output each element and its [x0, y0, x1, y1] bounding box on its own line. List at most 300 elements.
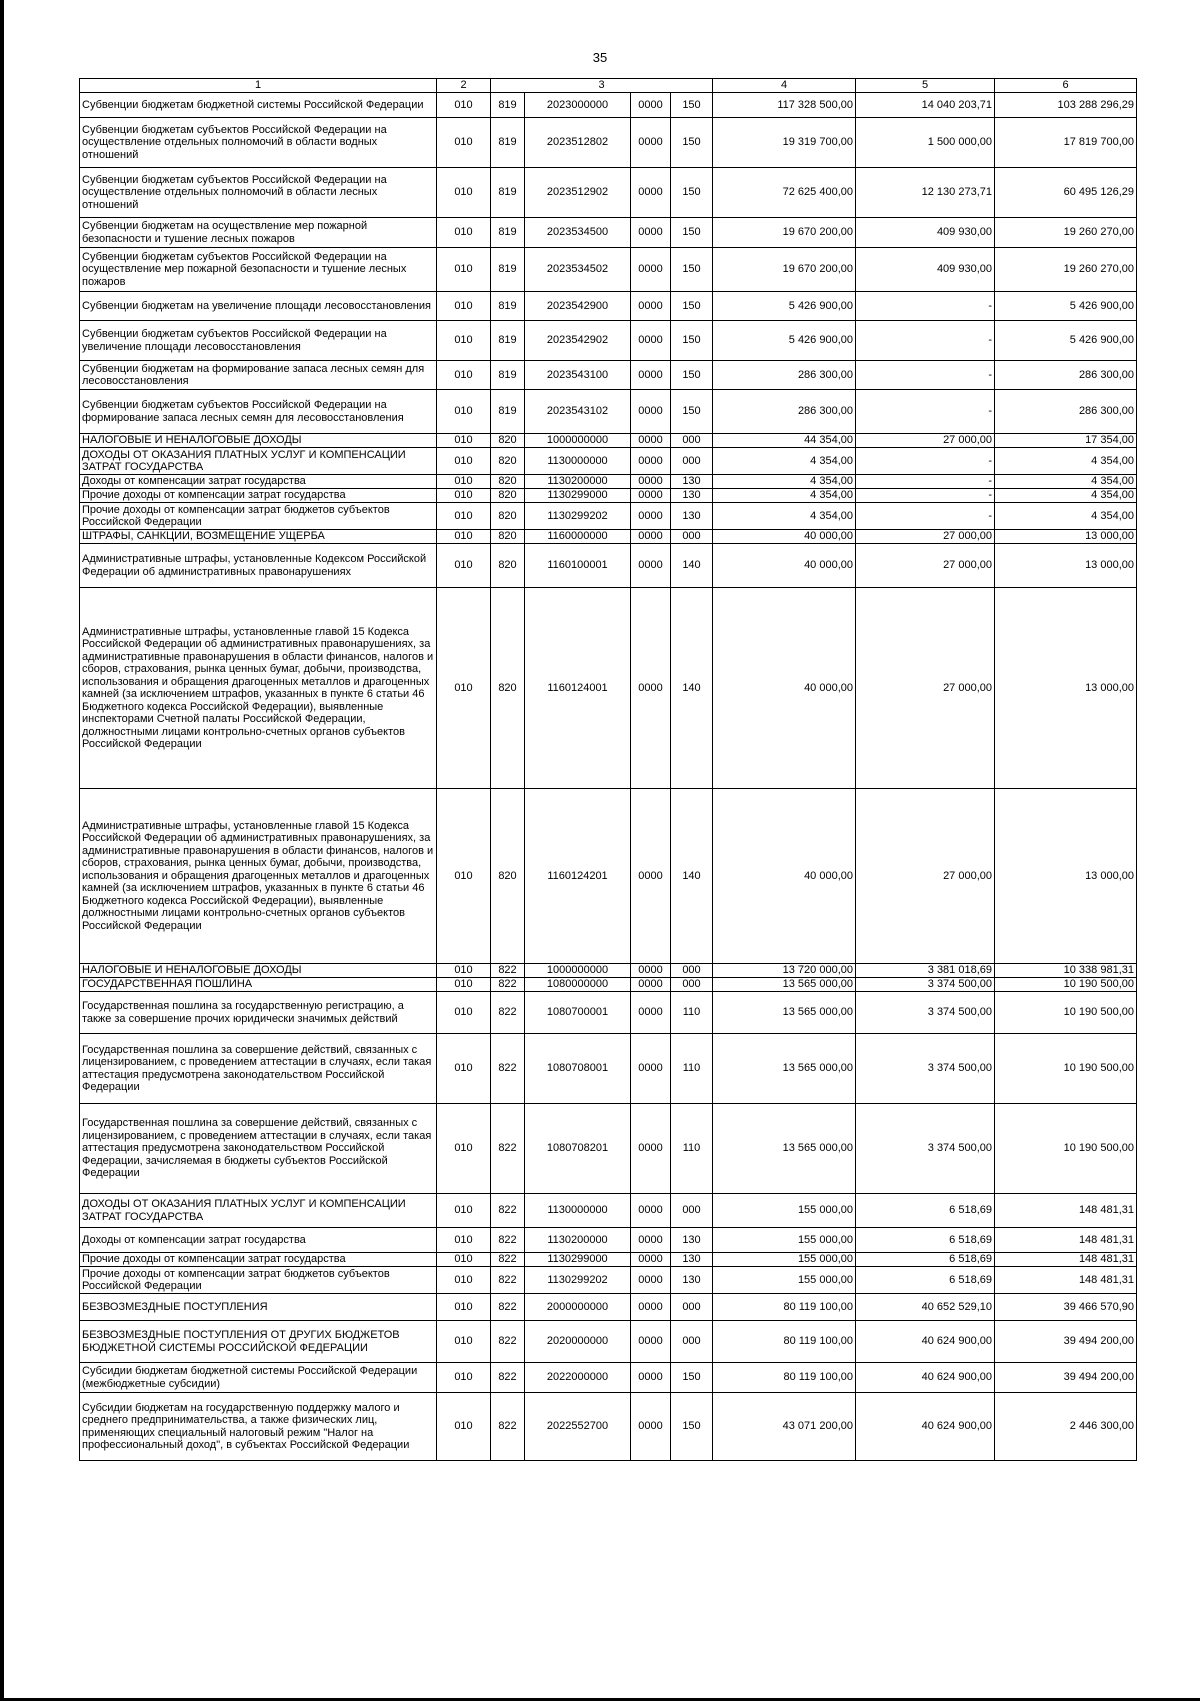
- amount-remaining: 10 190 500,00: [995, 1034, 1137, 1104]
- code-c2: 010: [437, 93, 491, 118]
- code-admin: 819: [491, 218, 525, 248]
- amount-remaining: 148 481,31: [995, 1194, 1137, 1228]
- code-kosgu: 000: [671, 1321, 713, 1363]
- code-kosgu: 150: [671, 93, 713, 118]
- table-row: [80, 248, 1137, 292]
- amount-executed: 40 624 900,00: [856, 1321, 995, 1363]
- code-admin: 822: [491, 1194, 525, 1228]
- code-admin: 820: [491, 789, 525, 964]
- code-kosgu: 140: [671, 588, 713, 789]
- amount-approved: 40 000,00: [713, 530, 856, 544]
- column-header: 4: [713, 79, 856, 93]
- amount-remaining: 2 446 300,00: [995, 1393, 1137, 1461]
- amount-approved: 43 071 200,00: [713, 1393, 856, 1461]
- table-row: [80, 1034, 1137, 1104]
- code-kosgu: 150: [671, 1363, 713, 1393]
- code-admin: 820: [491, 475, 525, 489]
- code-admin: 819: [491, 321, 525, 361]
- row-name: БЕЗВОЗМЕЗДНЫЕ ПОСТУПЛЕНИЯ: [80, 1294, 437, 1321]
- row-name: Субвенции бюджетам субъектов Российской Федерации на осуществление отдельных полномочий в области лесных отношений: [80, 168, 437, 218]
- code-c2: 010: [437, 1363, 491, 1393]
- code-kosgu: 130: [671, 489, 713, 503]
- code-program: 0000: [631, 1393, 671, 1461]
- code-program: 0000: [631, 489, 671, 503]
- amount-approved: 117 328 500,00: [713, 93, 856, 118]
- column-header: 3: [491, 79, 713, 93]
- code-kbk: 2022552700: [525, 1393, 631, 1461]
- code-c2: 010: [437, 361, 491, 390]
- amount-approved: 4 354,00: [713, 448, 856, 475]
- table-row: [80, 1393, 1137, 1461]
- amount-approved: 155 000,00: [713, 1267, 856, 1294]
- table-row: [80, 361, 1137, 390]
- table-row: [80, 964, 1137, 978]
- amount-remaining: 286 300,00: [995, 361, 1137, 390]
- code-kbk: 1080700001: [525, 992, 631, 1034]
- column-header: 6: [995, 79, 1137, 93]
- amount-approved: 5 426 900,00: [713, 292, 856, 321]
- amount-remaining: 19 260 270,00: [995, 248, 1137, 292]
- code-kbk: 1130299000: [525, 1253, 631, 1267]
- code-kbk: 1130299202: [525, 1267, 631, 1294]
- code-c2: 010: [437, 1294, 491, 1321]
- code-admin: 822: [491, 1363, 525, 1393]
- code-admin: 822: [491, 1294, 525, 1321]
- amount-executed: 6 518,69: [856, 1253, 995, 1267]
- amount-approved: 13 565 000,00: [713, 978, 856, 992]
- amount-approved: 40 000,00: [713, 588, 856, 789]
- amount-approved: 286 300,00: [713, 390, 856, 434]
- code-admin: 820: [491, 530, 525, 544]
- row-name: Прочие доходы от компенсации затрат государства: [80, 1253, 437, 1267]
- code-kosgu: 150: [671, 118, 713, 168]
- amount-executed: 40 652 529,10: [856, 1294, 995, 1321]
- code-admin: 822: [491, 1253, 525, 1267]
- amount-remaining: 103 288 296,29: [995, 93, 1137, 118]
- code-kosgu: 130: [671, 1253, 713, 1267]
- amount-executed: 27 000,00: [856, 544, 995, 588]
- code-kbk: 1130200000: [525, 475, 631, 489]
- row-name: Субвенции бюджетам на осуществление мер пожарной безопасности и тушение лесных пожаров: [80, 218, 437, 248]
- amount-approved: 80 119 100,00: [713, 1321, 856, 1363]
- amount-executed: 6 518,69: [856, 1267, 995, 1294]
- amount-remaining: 4 354,00: [995, 475, 1137, 489]
- amount-remaining: 19 260 270,00: [995, 218, 1137, 248]
- code-kbk: 1080708001: [525, 1034, 631, 1104]
- amount-executed: -: [856, 448, 995, 475]
- code-c2: 010: [437, 1321, 491, 1363]
- code-admin: 822: [491, 1393, 525, 1461]
- code-kbk: 1160124001: [525, 588, 631, 789]
- code-kbk: 2023543100: [525, 361, 631, 390]
- amount-approved: 13 720 000,00: [713, 964, 856, 978]
- code-admin: 822: [491, 964, 525, 978]
- code-kosgu: 110: [671, 1104, 713, 1194]
- amount-executed: -: [856, 292, 995, 321]
- amount-executed: 409 930,00: [856, 218, 995, 248]
- amount-remaining: 17 819 700,00: [995, 118, 1137, 168]
- table-row: [80, 218, 1137, 248]
- code-kbk: 2023000000: [525, 93, 631, 118]
- code-c2: 010: [437, 544, 491, 588]
- code-c2: 010: [437, 248, 491, 292]
- amount-executed: 3 374 500,00: [856, 992, 995, 1034]
- amount-approved: 19 670 200,00: [713, 218, 856, 248]
- code-c2: 010: [437, 789, 491, 964]
- code-program: 0000: [631, 544, 671, 588]
- code-kosgu: 150: [671, 168, 713, 218]
- code-admin: 820: [491, 503, 525, 530]
- code-c2: 010: [437, 292, 491, 321]
- table-row: [80, 1267, 1137, 1294]
- amount-remaining: 13 000,00: [995, 530, 1137, 544]
- row-name: Доходы от компенсации затрат государства: [80, 475, 437, 489]
- amount-executed: -: [856, 503, 995, 530]
- amount-remaining: 39 494 200,00: [995, 1321, 1137, 1363]
- code-c2: 010: [437, 489, 491, 503]
- table-row: [80, 390, 1137, 434]
- amount-remaining: 10 338 981,31: [995, 964, 1137, 978]
- amount-executed: 3 381 018,69: [856, 964, 995, 978]
- code-kbk: 1130299000: [525, 489, 631, 503]
- code-kbk: 2023534500: [525, 218, 631, 248]
- amount-executed: -: [856, 475, 995, 489]
- code-c2: 010: [437, 530, 491, 544]
- amount-approved: 80 119 100,00: [713, 1294, 856, 1321]
- code-c2: 010: [437, 390, 491, 434]
- row-name: Прочие доходы от компенсации затрат бюджетов субъектов Российской Федерации: [80, 503, 437, 530]
- amount-remaining: 13 000,00: [995, 544, 1137, 588]
- amount-approved: 5 426 900,00: [713, 321, 856, 361]
- table-row: [80, 530, 1137, 544]
- row-name: НАЛОГОВЫЕ И НЕНАЛОГОВЫЕ ДОХОДЫ: [80, 434, 437, 448]
- code-admin: 820: [491, 434, 525, 448]
- code-program: 0000: [631, 1267, 671, 1294]
- table-row: [80, 789, 1137, 964]
- code-program: 0000: [631, 475, 671, 489]
- amount-remaining: 4 354,00: [995, 503, 1137, 530]
- code-program: 0000: [631, 992, 671, 1034]
- amount-executed: 6 518,69: [856, 1228, 995, 1253]
- amount-approved: 155 000,00: [713, 1253, 856, 1267]
- row-name: ГОСУДАРСТВЕННАЯ ПОШЛИНА: [80, 978, 437, 992]
- code-program: 0000: [631, 1294, 671, 1321]
- code-admin: 819: [491, 361, 525, 390]
- code-c2: 010: [437, 1228, 491, 1253]
- row-name: Субвенции бюджетам субъектов Российской Федерации на осуществление отдельных полномочий в области водных отношений: [80, 118, 437, 168]
- amount-executed: 3 374 500,00: [856, 1034, 995, 1104]
- amount-executed: 40 624 900,00: [856, 1393, 995, 1461]
- amount-approved: 72 625 400,00: [713, 168, 856, 218]
- amount-remaining: 10 190 500,00: [995, 978, 1137, 992]
- code-program: 0000: [631, 1034, 671, 1104]
- code-c2: 010: [437, 475, 491, 489]
- table-row: [80, 1294, 1137, 1321]
- code-kosgu: 150: [671, 292, 713, 321]
- code-kosgu: 000: [671, 978, 713, 992]
- code-program: 0000: [631, 248, 671, 292]
- amount-executed: 27 000,00: [856, 588, 995, 789]
- table-row: [80, 475, 1137, 489]
- amount-remaining: 148 481,31: [995, 1228, 1137, 1253]
- table-row: [80, 118, 1137, 168]
- row-name: ДОХОДЫ ОТ ОКАЗАНИЯ ПЛАТНЫХ УСЛУГ И КОМПЕНСАЦИИ ЗАТРАТ ГОСУДАРСТВА: [80, 448, 437, 475]
- code-program: 0000: [631, 168, 671, 218]
- code-kosgu: 000: [671, 530, 713, 544]
- amount-executed: -: [856, 361, 995, 390]
- table-row: [80, 489, 1137, 503]
- amount-approved: 19 670 200,00: [713, 248, 856, 292]
- amount-executed: 27 000,00: [856, 434, 995, 448]
- code-admin: 822: [491, 978, 525, 992]
- code-kosgu: 110: [671, 1034, 713, 1104]
- amount-executed: 12 130 273,71: [856, 168, 995, 218]
- code-kosgu: 130: [671, 475, 713, 489]
- row-name: Прочие доходы от компенсации затрат бюджетов субъектов Российской Федерации: [80, 1267, 437, 1294]
- amount-remaining: 148 481,31: [995, 1267, 1137, 1294]
- code-program: 0000: [631, 588, 671, 789]
- row-name: Субвенции бюджетам субъектов Российской Федерации на формирование запаса лесных семян для лесовосстановления: [80, 390, 437, 434]
- code-program: 0000: [631, 434, 671, 448]
- code-kbk: 1080708201: [525, 1104, 631, 1194]
- code-admin: 820: [491, 544, 525, 588]
- code-admin: 822: [491, 1228, 525, 1253]
- table-row: [80, 544, 1137, 588]
- table-row: [80, 992, 1137, 1034]
- amount-remaining: 39 466 570,90: [995, 1294, 1137, 1321]
- amount-remaining: 148 481,31: [995, 1253, 1137, 1267]
- row-name: ШТРАФЫ, САНКЦИИ, ВОЗМЕЩЕНИЕ УЩЕРБА: [80, 530, 437, 544]
- code-kbk: 2023512802: [525, 118, 631, 168]
- amount-approved: 286 300,00: [713, 361, 856, 390]
- code-admin: 820: [491, 448, 525, 475]
- code-admin: 822: [491, 1104, 525, 1194]
- amount-remaining: 39 494 200,00: [995, 1363, 1137, 1393]
- row-name: Субвенции бюджетам субъектов Российской Федерации на увеличение площади лесовосстановления: [80, 321, 437, 361]
- code-c2: 010: [437, 964, 491, 978]
- code-program: 0000: [631, 530, 671, 544]
- code-kbk: 2023542900: [525, 292, 631, 321]
- amount-remaining: 13 000,00: [995, 789, 1137, 964]
- code-kbk: 1160000000: [525, 530, 631, 544]
- amount-executed: -: [856, 321, 995, 361]
- amount-approved: 4 354,00: [713, 475, 856, 489]
- amount-remaining: 10 190 500,00: [995, 992, 1137, 1034]
- code-kosgu: 000: [671, 448, 713, 475]
- table-row: [80, 1363, 1137, 1393]
- row-name: Субвенции бюджетам на увеличение площади лесовосстановления: [80, 292, 437, 321]
- code-c2: 010: [437, 588, 491, 789]
- amount-approved: 19 319 700,00: [713, 118, 856, 168]
- row-name: Административные штрафы, установленные Кодексом Российской Федерации об административных правонарушениях: [80, 544, 437, 588]
- table-row: [80, 292, 1137, 321]
- code-kbk: 2023512902: [525, 168, 631, 218]
- amount-executed: 14 040 203,71: [856, 93, 995, 118]
- code-program: 0000: [631, 964, 671, 978]
- amount-remaining: 4 354,00: [995, 448, 1137, 475]
- code-kosgu: 000: [671, 1194, 713, 1228]
- code-c2: 010: [437, 1267, 491, 1294]
- code-program: 0000: [631, 321, 671, 361]
- column-number-header-row: [80, 79, 1137, 93]
- column-header: 5: [856, 79, 995, 93]
- code-program: 0000: [631, 93, 671, 118]
- row-name: Государственная пошлина за совершение действий, связанных с лицензированием, с проведением аттестации в случаях, если такая аттестация предусмотрена законодательством Российской Федерации: [80, 1034, 437, 1104]
- amount-executed: 40 624 900,00: [856, 1363, 995, 1393]
- code-admin: 822: [491, 1267, 525, 1294]
- code-c2: 010: [437, 118, 491, 168]
- amount-remaining: 286 300,00: [995, 390, 1137, 434]
- code-kosgu: 150: [671, 248, 713, 292]
- amount-executed: 3 374 500,00: [856, 1104, 995, 1194]
- row-name: БЕЗВОЗМЕЗДНЫЕ ПОСТУПЛЕНИЯ ОТ ДРУГИХ БЮДЖЕТОВ БЮДЖЕТНОЙ СИСТЕМЫ РОССИЙСКОЙ ФЕДЕРАЦИИ: [80, 1321, 437, 1363]
- code-c2: 010: [437, 1104, 491, 1194]
- code-program: 0000: [631, 390, 671, 434]
- amount-remaining: 10 190 500,00: [995, 1104, 1137, 1194]
- amount-approved: 4 354,00: [713, 489, 856, 503]
- code-program: 0000: [631, 218, 671, 248]
- row-name: Субсидии бюджетам бюджетной системы Российской Федерации (межбюджетные субсидии): [80, 1363, 437, 1393]
- code-admin: 820: [491, 588, 525, 789]
- code-c2: 010: [437, 1393, 491, 1461]
- code-admin: 819: [491, 248, 525, 292]
- row-name: Административные штрафы, установленные главой 15 Кодекса Российской Федерации об административных правонарушениях, за административные правонарушения в области финансов, налогов и сборов, страхования, рынка ценных бумаг, добычи, производства, использования и обращения драгоценных металлов и драгоценных камней (за исключением штрафов, указанных в пункте 6 статьи 46 Бюджетного кодекса Российской Федерации), выявленные инспекторами Счетной палаты Российской Федерации, должностными лицами контрольно-счетных органов субъектов Российской Федерации: [80, 588, 437, 789]
- amount-approved: 44 354,00: [713, 434, 856, 448]
- table-row: [80, 1194, 1137, 1228]
- amount-approved: 13 565 000,00: [713, 1034, 856, 1104]
- table-row: [80, 1253, 1137, 1267]
- table-row: [80, 1104, 1137, 1194]
- code-admin: 822: [491, 992, 525, 1034]
- code-kosgu: 140: [671, 789, 713, 964]
- code-program: 0000: [631, 292, 671, 321]
- code-kosgu: 000: [671, 1294, 713, 1321]
- code-kbk: 2023542902: [525, 321, 631, 361]
- table-row: [80, 434, 1137, 448]
- column-header: 2: [437, 79, 491, 93]
- row-name: Субвенции бюджетам на формирование запаса лесных семян для лесовосстановления: [80, 361, 437, 390]
- code-kosgu: 130: [671, 503, 713, 530]
- table-row: [80, 1321, 1137, 1363]
- code-kosgu: 130: [671, 1228, 713, 1253]
- row-name: Доходы от компенсации затрат государства: [80, 1228, 437, 1253]
- code-kbk: 1130200000: [525, 1228, 631, 1253]
- amount-executed: 1 500 000,00: [856, 118, 995, 168]
- code-kbk: 1000000000: [525, 964, 631, 978]
- code-admin: 820: [491, 489, 525, 503]
- code-c2: 010: [437, 503, 491, 530]
- code-program: 0000: [631, 1363, 671, 1393]
- left-border-rule: [0, 0, 4, 1701]
- amount-remaining: 17 354,00: [995, 434, 1137, 448]
- code-program: 0000: [631, 1321, 671, 1363]
- table-row: [80, 588, 1137, 789]
- amount-remaining: 60 495 126,29: [995, 168, 1137, 218]
- amount-remaining: 4 354,00: [995, 489, 1137, 503]
- code-admin: 819: [491, 168, 525, 218]
- amount-approved: 13 565 000,00: [713, 992, 856, 1034]
- amount-approved: 40 000,00: [713, 544, 856, 588]
- table-row: [80, 168, 1137, 218]
- code-c2: 010: [437, 434, 491, 448]
- code-program: 0000: [631, 1104, 671, 1194]
- row-name: ДОХОДЫ ОТ ОКАЗАНИЯ ПЛАТНЫХ УСЛУГ И КОМПЕНСАЦИИ ЗАТРАТ ГОСУДАРСТВА: [80, 1194, 437, 1228]
- code-program: 0000: [631, 503, 671, 530]
- table-row: [80, 1228, 1137, 1253]
- code-kbk: 1130299202: [525, 503, 631, 530]
- code-program: 0000: [631, 1228, 671, 1253]
- code-c2: 010: [437, 168, 491, 218]
- table-row: [80, 503, 1137, 530]
- amount-approved: 155 000,00: [713, 1228, 856, 1253]
- code-program: 0000: [631, 1253, 671, 1267]
- code-admin: 819: [491, 93, 525, 118]
- row-name: НАЛОГОВЫЕ И НЕНАЛОГОВЫЕ ДОХОДЫ: [80, 964, 437, 978]
- table-row: [80, 448, 1137, 475]
- table-row: [80, 978, 1137, 992]
- row-name: Субсидии бюджетам на государственную поддержку малого и среднего предпринимательства, а также физических лиц, применяющих специальный налоговый режим "Налог на профессиональный доход", в субъектах Российской Федерации: [80, 1393, 437, 1461]
- row-name: Государственная пошлина за государственную регистрацию, а также за совершение прочих юридически значимых действий: [80, 992, 437, 1034]
- code-c2: 010: [437, 1253, 491, 1267]
- amount-remaining: 5 426 900,00: [995, 321, 1137, 361]
- amount-remaining: 5 426 900,00: [995, 292, 1137, 321]
- code-admin: 822: [491, 1034, 525, 1104]
- code-admin: 819: [491, 118, 525, 168]
- code-c2: 010: [437, 992, 491, 1034]
- amount-executed: 409 930,00: [856, 248, 995, 292]
- row-name: Субвенции бюджетам бюджетной системы Российской Федерации: [80, 93, 437, 118]
- amount-executed: -: [856, 489, 995, 503]
- code-c2: 010: [437, 1194, 491, 1228]
- code-kbk: 2023534502: [525, 248, 631, 292]
- code-kosgu: 140: [671, 544, 713, 588]
- page-number: 35: [592, 50, 608, 65]
- code-kbk: 1160124201: [525, 789, 631, 964]
- budget-revenue-table: [79, 78, 1137, 1461]
- code-c2: 010: [437, 448, 491, 475]
- code-kosgu: 150: [671, 390, 713, 434]
- code-c2: 010: [437, 321, 491, 361]
- code-admin: 822: [491, 1321, 525, 1363]
- code-program: 0000: [631, 448, 671, 475]
- code-kosgu: 150: [671, 321, 713, 361]
- code-kbk: 1080000000: [525, 978, 631, 992]
- amount-approved: 4 354,00: [713, 503, 856, 530]
- row-name: Прочие доходы от компенсации затрат государства: [80, 489, 437, 503]
- code-kbk: 2022000000: [525, 1363, 631, 1393]
- amount-approved: 80 119 100,00: [713, 1363, 856, 1393]
- amount-remaining: 13 000,00: [995, 588, 1137, 789]
- code-kbk: 1000000000: [525, 434, 631, 448]
- code-program: 0000: [631, 361, 671, 390]
- code-kbk: 1160100001: [525, 544, 631, 588]
- code-program: 0000: [631, 789, 671, 964]
- amount-approved: 155 000,00: [713, 1194, 856, 1228]
- code-c2: 010: [437, 218, 491, 248]
- code-kbk: 2020000000: [525, 1321, 631, 1363]
- column-header: 1: [80, 79, 437, 93]
- amount-executed: 3 374 500,00: [856, 978, 995, 992]
- amount-approved: 13 565 000,00: [713, 1104, 856, 1194]
- code-c2: 010: [437, 978, 491, 992]
- code-kbk: 2023543102: [525, 390, 631, 434]
- row-name: Субвенции бюджетам субъектов Российской Федерации на осуществление мер пожарной безопасности и тушение лесных пожаров: [80, 248, 437, 292]
- code-kbk: 1130000000: [525, 448, 631, 475]
- table-row: [80, 93, 1137, 118]
- amount-executed: 27 000,00: [856, 530, 995, 544]
- code-c2: 010: [437, 1034, 491, 1104]
- code-kosgu: 110: [671, 992, 713, 1034]
